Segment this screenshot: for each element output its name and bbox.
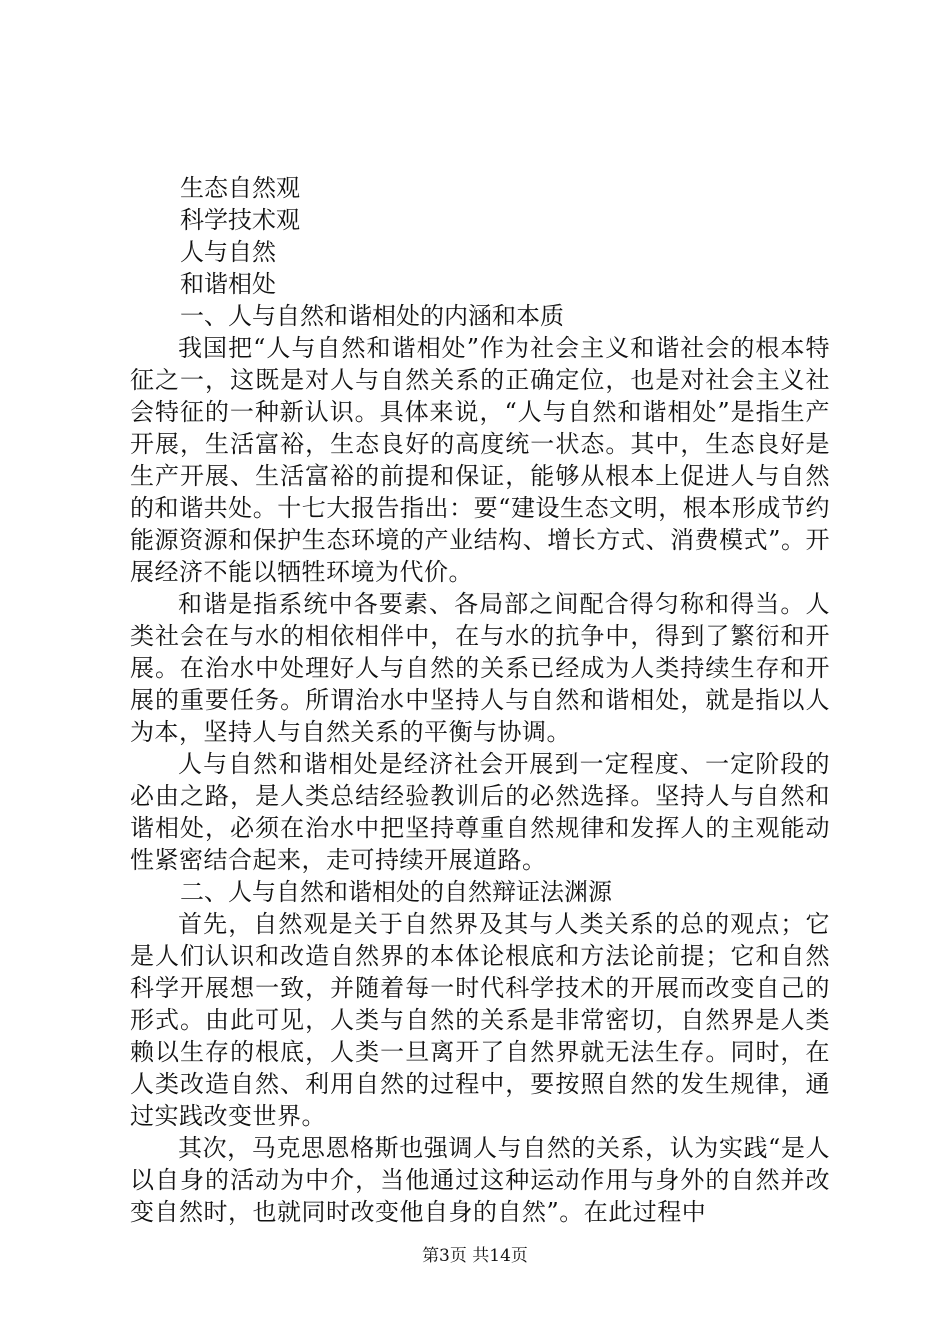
section-heading-1: 一、人与自然和谐相处的内涵和本质 (180, 302, 564, 330)
page-number-footer: 第3页 共14页 (422, 1246, 528, 1266)
section-heading-2: 二、人与自然和谐相处的自然辩证法渊源 (180, 878, 612, 906)
paragraph: 和谐是指系统中各要素、各局部之间配合得匀称和得当。人类社会在与水的相依相伴中，在与水的抗争中，得到了繁衍和开展。在治水中处理好人与自然的关系已经成为人类持续生存和开展的重要任务。所谓治水中坚持人与自然和谐相处，就是指以人为本，坚持人与自然关系的平衡与协调。 (130, 590, 830, 746)
keyword-2: 科学技术观 (180, 206, 300, 234)
paragraph: 我国把“人与自然和谐相处”作为社会主义和谐社会的根本特征之一，这既是对人与自然关系的正确定位，也是对社会主义社会特征的一种新认识。具体来说，“人与自然和谐相处”是指生产开展，生活富裕，生态良好的高度统一状态。其中，生态良好是生产开展、生活富裕的前提和保证，能够从根本上促进人与自然的和谐共处。十七大报告指出：要“建设生态文明，根本形成节约能源资源和保护生态环境的产业结构、增长方式、消费模式”。开展经济不能以牺牲环境为代价。 (130, 334, 830, 586)
document-body (130, 172, 830, 1228)
keyword-3: 人与自然 (180, 238, 276, 266)
keyword-1: 生态自然观 (180, 174, 300, 202)
paragraph: 首先，自然观是关于自然界及其与人类关系的总的观点；它是人们认识和改造自然界的本体论根底和方法论前提；它和自然科学开展想一致，并随着每一时代科学技术的开展而改变自己的形式。由此可见，人类与自然的关系是非常密切，自然界是人类赖以生存的根底，人类一旦离开了自然界就无法生存。同时，在人类改造自然、利用自然的过程中，要按照自然的发生规律，通过实践改变世界。 (130, 910, 830, 1130)
paragraph: 人与自然和谐相处是经济社会开展到一定程度、一定阶段的必由之路，是人类总结经验教训后的必然选择。坚持人与自然和谐相处，必须在治水中把坚持尊重自然规律和发挥人的主观能动性紧密结合起来，走可持续开展道路。 (130, 750, 830, 874)
paragraph: 其次，马克思恩格斯也强调人与自然的关系，认为实践“是人以自身的活动为中介，当他通过这种运动作用与身外的自然并改变自然时，也就同时改变他自身的自然”。在此过程中 (130, 1134, 830, 1226)
keyword-4: 和谐相处 (180, 270, 276, 298)
